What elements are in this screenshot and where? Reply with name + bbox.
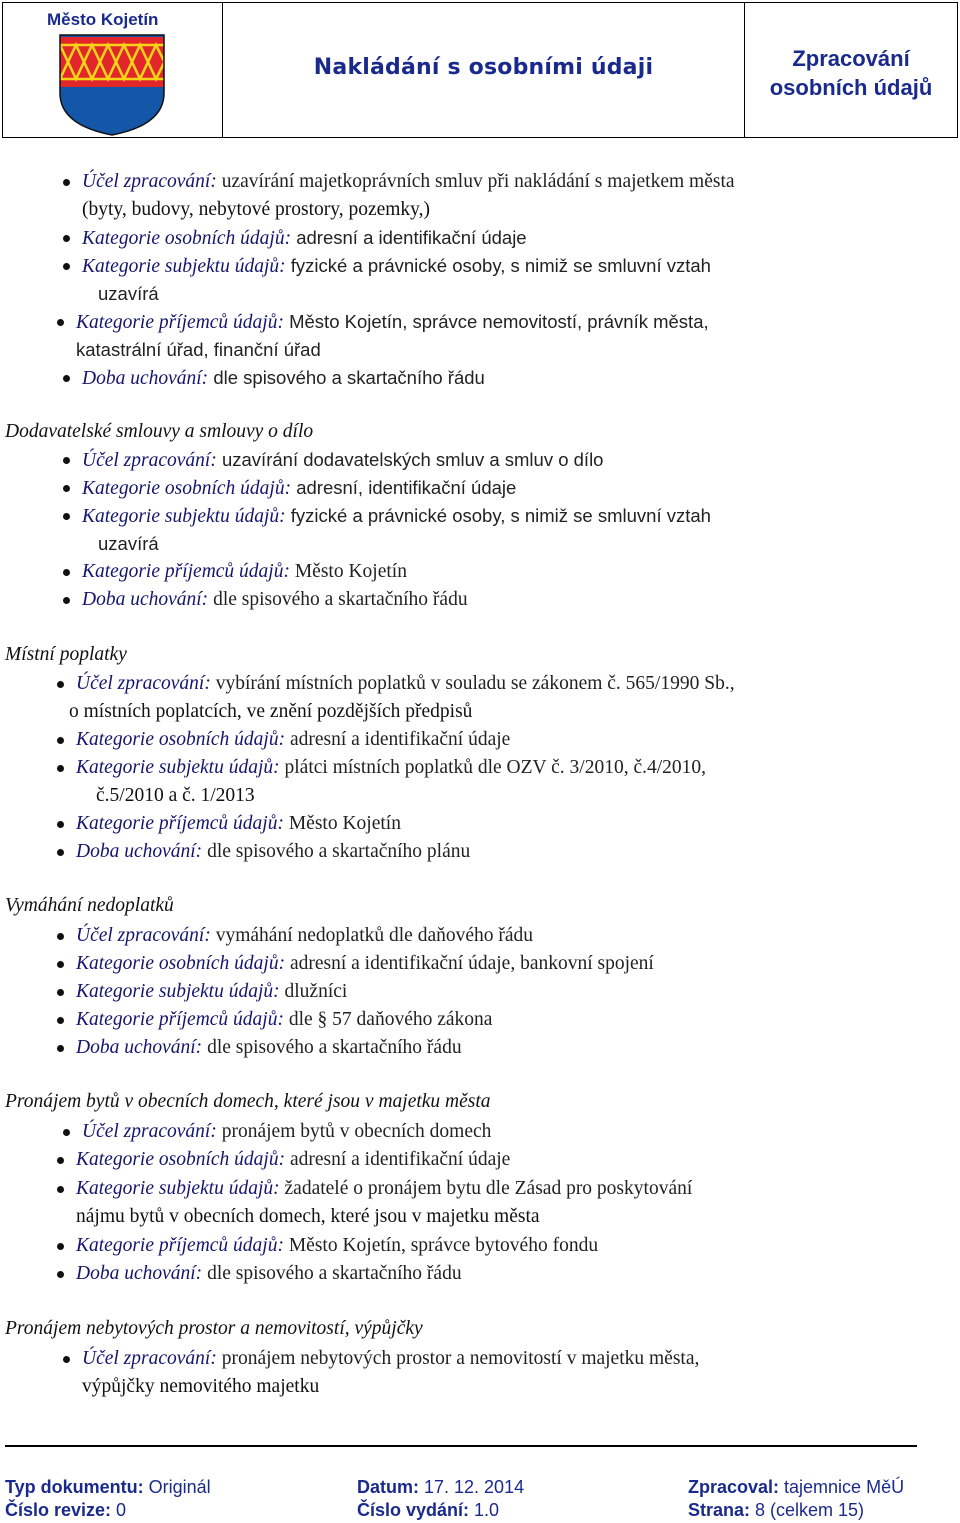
- list-item: [82, 364, 914, 393]
- item-label: Doba uchování:: [82, 368, 209, 389]
- bullet-icon: [57, 1271, 64, 1278]
- item-label: Doba uchování:: [76, 1037, 203, 1058]
- bullet-icon: [57, 1017, 64, 1024]
- item-label: Kategorie příjemců údajů:: [76, 813, 284, 834]
- item-continuation: (byty, budovy, nebytové prostory, pozemky,): [82, 199, 431, 220]
- item-label: Účel zpracování:: [76, 925, 211, 946]
- bullet-icon: [57, 765, 64, 772]
- footer-issue: [357, 1500, 499, 1521]
- item-continuation: č.5/2010 a č. 1/2013: [96, 785, 255, 806]
- item-label: Kategorie příjemců údajů:: [82, 561, 290, 582]
- footer-page-value: 8 (celkem 15): [750, 1500, 865, 1520]
- town-crest-icon: [58, 33, 166, 137]
- list-item: [76, 922, 914, 950]
- section-heading: Pronájem bytů v obecních domech, které jsou v majetku města: [5, 1091, 491, 1112]
- footer-issue-label: Číslo vydání:: [357, 1500, 470, 1520]
- bullet-icon: [57, 933, 64, 940]
- bullet-icon: [57, 989, 64, 996]
- item-value: Město Kojetín, správce nemovitostí, právník města,: [283, 311, 709, 332]
- footer-issue-value: 1.0: [469, 1500, 500, 1520]
- section-heading: Vymáhání nedoplatků: [5, 895, 174, 916]
- item-label: Účel zpracování:: [82, 1121, 217, 1142]
- bullet-icon: [63, 485, 70, 492]
- footer-doc-type-label: Typ dokumentu:: [5, 1477, 144, 1497]
- list-item: [82, 1345, 914, 1373]
- item-label: Kategorie příjemců údajů:: [76, 1235, 284, 1256]
- bullet-icon: [57, 1045, 64, 1052]
- footer-rule: [5, 1445, 917, 1447]
- item-label: Účel zpracování:: [82, 1348, 217, 1369]
- list-item: [76, 1034, 914, 1062]
- item-value: adresní, identifikační údaje: [291, 477, 517, 498]
- bullet-icon: [57, 961, 64, 968]
- bullet-icon: [57, 1186, 64, 1193]
- section-heading: Dodavatelské smlouvy a smlouvy o dílo: [5, 421, 314, 442]
- document-topic-line2: osobních údajů: [769, 75, 933, 100]
- item-label: Účel zpracování:: [76, 673, 211, 694]
- item-value: dle spisového a skartačního řádu: [202, 1263, 462, 1284]
- item-continuation: nájmu bytů v obecních domech, které jsou v majetku města: [76, 1206, 540, 1227]
- item-label: Kategorie osobních údajů:: [82, 228, 292, 249]
- item-label: Kategorie subjektu údajů:: [82, 506, 286, 527]
- item-label: Účel zpracování:: [82, 171, 217, 192]
- list-item: [76, 810, 914, 838]
- list-item: [82, 252, 914, 281]
- item-value: pronájem bytů v obecních domech: [216, 1121, 492, 1142]
- header-topic-cell: [745, 3, 957, 137]
- list-item: [76, 1175, 914, 1203]
- item-value: pronájem nebytových prostor a nemovitostí v majetku města,: [216, 1348, 700, 1369]
- list-item: [76, 726, 914, 754]
- list-item: [82, 558, 914, 586]
- item-label: Kategorie příjemců údajů:: [76, 1009, 284, 1030]
- list-item: [76, 754, 914, 782]
- item-value: adresní a identifikační údaje, bankovní spojení: [285, 953, 654, 974]
- item-label: Kategorie subjektu údajů:: [76, 757, 280, 778]
- item-continuation: uzavírá: [98, 533, 159, 554]
- footer-processed-by-value: tajemnice MěÚ: [779, 1477, 905, 1497]
- item-value: adresní a identifikační údaje: [291, 227, 527, 248]
- item-continuation: o místních poplatcích, ve znění pozdějších předpisů: [69, 701, 473, 722]
- list-item: [76, 1146, 914, 1174]
- bullet-icon: [63, 457, 70, 464]
- bullet-icon: [63, 513, 70, 520]
- list-item: [82, 1118, 914, 1146]
- list-item: [82, 446, 914, 475]
- footer-processed-by-label: Zpracoval:: [688, 1477, 780, 1497]
- document-topic-line1: Zpracování: [792, 46, 910, 71]
- list-item: [76, 1006, 914, 1034]
- bullet-icon: [57, 1157, 64, 1164]
- item-value: dle spisového a skartačního řádu: [202, 1037, 462, 1058]
- item-label: Kategorie osobních údajů:: [76, 1149, 286, 1170]
- item-continuation: uzavírá: [98, 283, 159, 304]
- item-label: Kategorie osobních údajů:: [76, 953, 286, 974]
- list-item: [76, 950, 914, 978]
- item-value: vymáhání nedoplatků dle daňového řádu: [210, 925, 534, 946]
- footer-date-value: 17. 12. 2014: [419, 1477, 525, 1497]
- bullet-icon: [57, 821, 64, 828]
- footer-page: [688, 1500, 864, 1521]
- header-logo-cell: [3, 3, 223, 137]
- list-item: [76, 308, 914, 337]
- section-heading: Pronájem nebytových prostor a nemovitostí, výpůjčky: [5, 1318, 423, 1339]
- item-label: Kategorie příjemců údajů:: [76, 312, 284, 333]
- bullet-icon: [63, 375, 70, 382]
- town-name: Město Kojetín: [47, 10, 159, 29]
- item-value: adresní a identifikační údaje: [285, 1149, 511, 1170]
- item-value: dle spisového a skartačního plánu: [202, 841, 471, 862]
- item-label: Doba uchování:: [82, 589, 209, 610]
- item-continuation: výpůjčky nemovitého majetku: [82, 1376, 320, 1397]
- bullet-icon: [63, 1129, 70, 1136]
- list-item: [82, 474, 914, 503]
- section-heading: Místní poplatky: [5, 644, 127, 665]
- item-value: žadatelé o pronájem bytu dle Zásad pro poskytování: [279, 1178, 693, 1199]
- footer-date: [357, 1477, 524, 1498]
- bullet-icon: [63, 263, 70, 270]
- item-value: dle spisového a skartačního řádu: [208, 589, 468, 610]
- bullet-icon: [63, 597, 70, 604]
- item-label: Kategorie osobních údajů:: [82, 478, 292, 499]
- bullet-icon: [57, 319, 64, 326]
- footer-date-label: Datum:: [357, 1477, 419, 1497]
- item-label: Kategorie subjektu údajů:: [76, 981, 280, 1002]
- item-label: Kategorie subjektu údajů:: [82, 256, 286, 277]
- list-item: [76, 978, 914, 1006]
- list-item: [82, 586, 914, 614]
- item-value: dle § 57 daňového zákona: [283, 1009, 493, 1030]
- document-title: Nakládání s osobními údaji: [313, 55, 654, 80]
- footer-page-label: Strana:: [688, 1500, 751, 1520]
- item-value: Město Kojetín: [283, 813, 401, 834]
- bullet-icon: [63, 1356, 70, 1363]
- item-value: Město Kojetín, správce bytového fondu: [283, 1235, 599, 1256]
- item-value: uzavírání dodavatelských smluv a smluv o dílo: [216, 449, 604, 470]
- footer-revision-label: Číslo revize:: [5, 1500, 112, 1520]
- item-value: dlužníci: [279, 981, 348, 1002]
- list-item: [76, 1260, 914, 1288]
- item-label: Doba uchování:: [76, 1263, 203, 1284]
- item-value: fyzické a právnické osoby, s nimiž se smluvní vztah: [285, 505, 711, 526]
- bullet-icon: [57, 737, 64, 744]
- document-topic: [745, 44, 957, 102]
- list-item: [76, 1232, 914, 1260]
- item-value: plátci místních poplatků dle OZV č. 3/2010, č.4/2010,: [279, 757, 707, 778]
- item-value: Město Kojetín: [289, 561, 407, 582]
- item-value: vybírání místních poplatků v souladu se zákonem č. 565/1990 Sb.,: [210, 673, 735, 694]
- bullet-icon: [57, 681, 64, 688]
- list-item: [82, 502, 914, 531]
- item-label: Účel zpracování:: [82, 450, 217, 471]
- footer-doc-type-value: Originál: [143, 1477, 211, 1497]
- footer-doc-type: [5, 1477, 211, 1498]
- list-item: [76, 670, 914, 698]
- footer-revision: [5, 1500, 126, 1521]
- document-header: [2, 2, 958, 138]
- item-label: Kategorie subjektu údajů:: [76, 1178, 280, 1199]
- item-label: Doba uchování:: [76, 841, 203, 862]
- list-item: [82, 224, 914, 253]
- bullet-icon: [57, 849, 64, 856]
- item-value: dle spisového a skartačního řádu: [208, 367, 485, 388]
- bullet-icon: [63, 235, 70, 242]
- list-item: [76, 838, 914, 866]
- item-label: Kategorie osobních údajů:: [76, 729, 286, 750]
- bullet-icon: [57, 1243, 64, 1250]
- item-value: fyzické a právnické osoby, s nimiž se smluvní vztah: [285, 255, 711, 276]
- list-item: [82, 168, 914, 196]
- item-value: uzavírání majetkoprávních smluv při nakládání s majetkem města: [216, 171, 735, 192]
- bullet-icon: [63, 179, 70, 186]
- header-title-cell: [223, 3, 745, 137]
- item-continuation: katastrální úřad, finanční úřad: [76, 339, 321, 360]
- bullet-icon: [63, 569, 70, 576]
- footer-revision-value: 0: [111, 1500, 127, 1520]
- item-value: adresní a identifikační údaje: [285, 729, 511, 750]
- footer-processed-by: [688, 1477, 904, 1498]
